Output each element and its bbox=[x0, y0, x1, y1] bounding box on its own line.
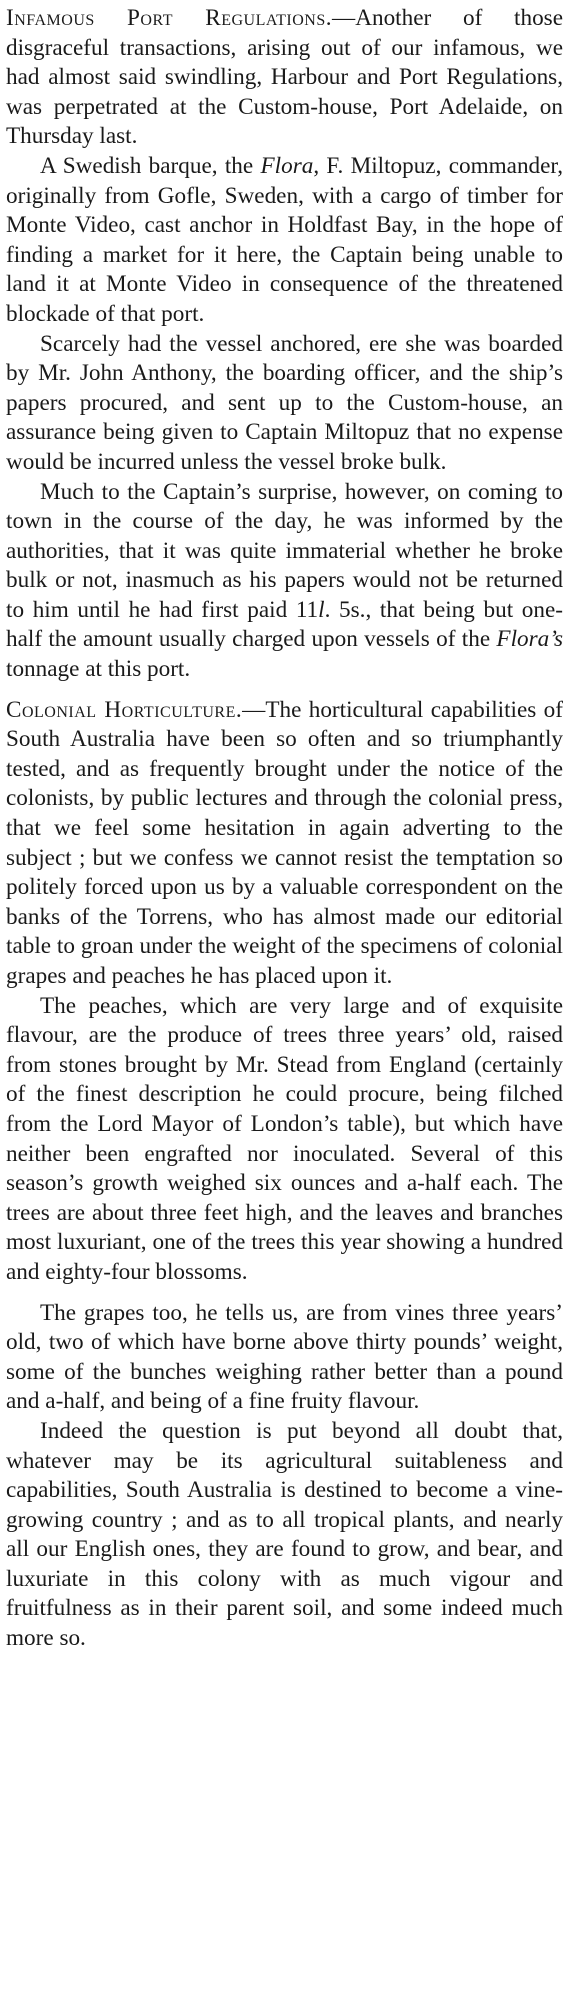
paragraph-text: tonnage at this port. bbox=[6, 656, 191, 683]
ship-name-possessive: Flora’s bbox=[496, 626, 563, 653]
paragraph-captain-surprise bbox=[6, 478, 563, 685]
article-port-regulations-intro bbox=[6, 4, 563, 152]
article-horticulture-intro bbox=[6, 696, 563, 992]
paragraph-grapes: The grapes too, he tells us, are from vines three years’ old, two of which have borne above thirty pounds’ weight, some of the bunches weighing rather better than a pound and a-half, and being of a fine fruity flavour. bbox=[6, 1299, 563, 1415]
article-text: —The horticultural capabilities of South Australia have been so often and so triumphantly tested, and as frequently brought under the notice of the colonists, by public lectures and through the colonial press, that we feel some hesitation in again adverting to the subject ; but we confess we cannot resist the temptation so politely forced upon us by a valuable correspondent on the banks of the Torrens, who has almost made our editorial table to groan under the weight of the specimens of colonial grapes and peaches he has placed upon it. bbox=[6, 696, 563, 989]
ship-name: Flora bbox=[260, 152, 314, 179]
paragraph-text: Much to the Captain’s surprise, however, on coming to town in the course of the day, he was informed by the authorities, that it was quite immaterial whether he broke bulk or not, inasmuch as his papers would not be returned to him until he had first paid 11 bbox=[6, 478, 563, 623]
paragraph-text: A Swedish barque, the bbox=[40, 152, 261, 179]
paragraph-text: , F. Miltopuz, commander, originally from Gofle, Sweden, with a cargo of timber for Monte Video, cast anchor in Holdfast Bay, in the hope of finding a market for it here, the Captain being unable to land it at Monte Video in consequence of the threatened blockade of that port. bbox=[6, 152, 564, 327]
paragraph-peaches: The peaches, which are very large and of exquisite flavour, are the produce of trees three years’ old, raised from stones brought by Mr. Stead from England (certainly of the finest description he could procure, being filched from the Lord Mayor of London’s table), but which have neither been engrafted nor inoculated. Several of this season’s growth weighed six ounces and a-half each. The trees are about three feet high, and the leaves and branches most luxuriant, one of the trees this year showing a hundred and eighty-four blossoms. bbox=[6, 992, 563, 1285]
paragraph-text: . 5s., that being but one-half the amount usually charged upon vessels of the bbox=[6, 596, 563, 653]
article-heading-port-regulations: Infamous Port Regulations. bbox=[6, 5, 333, 31]
paragraph-swedish-barque bbox=[6, 152, 563, 330]
article-heading-colonial-horticulture: Colonial Horticulture. bbox=[6, 696, 243, 723]
pound-symbol: l bbox=[318, 596, 325, 623]
paragraph-vine-growing: Indeed the question is put beyond all doubt that, whatever may be its agricultural suitableness and capabilities, South Australia is destined to become a vine-growing country ; and as to all tropical plants, and nearly all our English ones, they are found to grow, and bear, and luxuriate in this colony with as much vigour and fruitfulness as in their parent soil, and some indeed much more so. bbox=[6, 1417, 563, 1652]
article-text: —Another of those disgraceful transactions, arising out of our infamous, we had almost said swindling, Harbour and Port Regulations, was perpetrated at the Custom-house, Port Adelaide, on Thursday last. bbox=[6, 5, 563, 150]
paragraph-boarding-officer: Scarcely had the vessel anchored, ere she was boarded by Mr. John Anthony, the boarding officer, and the ship’s papers procured, and sent up to the Custom-house, an assurance being given to Captain Miltopuz that no expense would be incurred unless the vessel broke bulk. bbox=[6, 330, 563, 475]
